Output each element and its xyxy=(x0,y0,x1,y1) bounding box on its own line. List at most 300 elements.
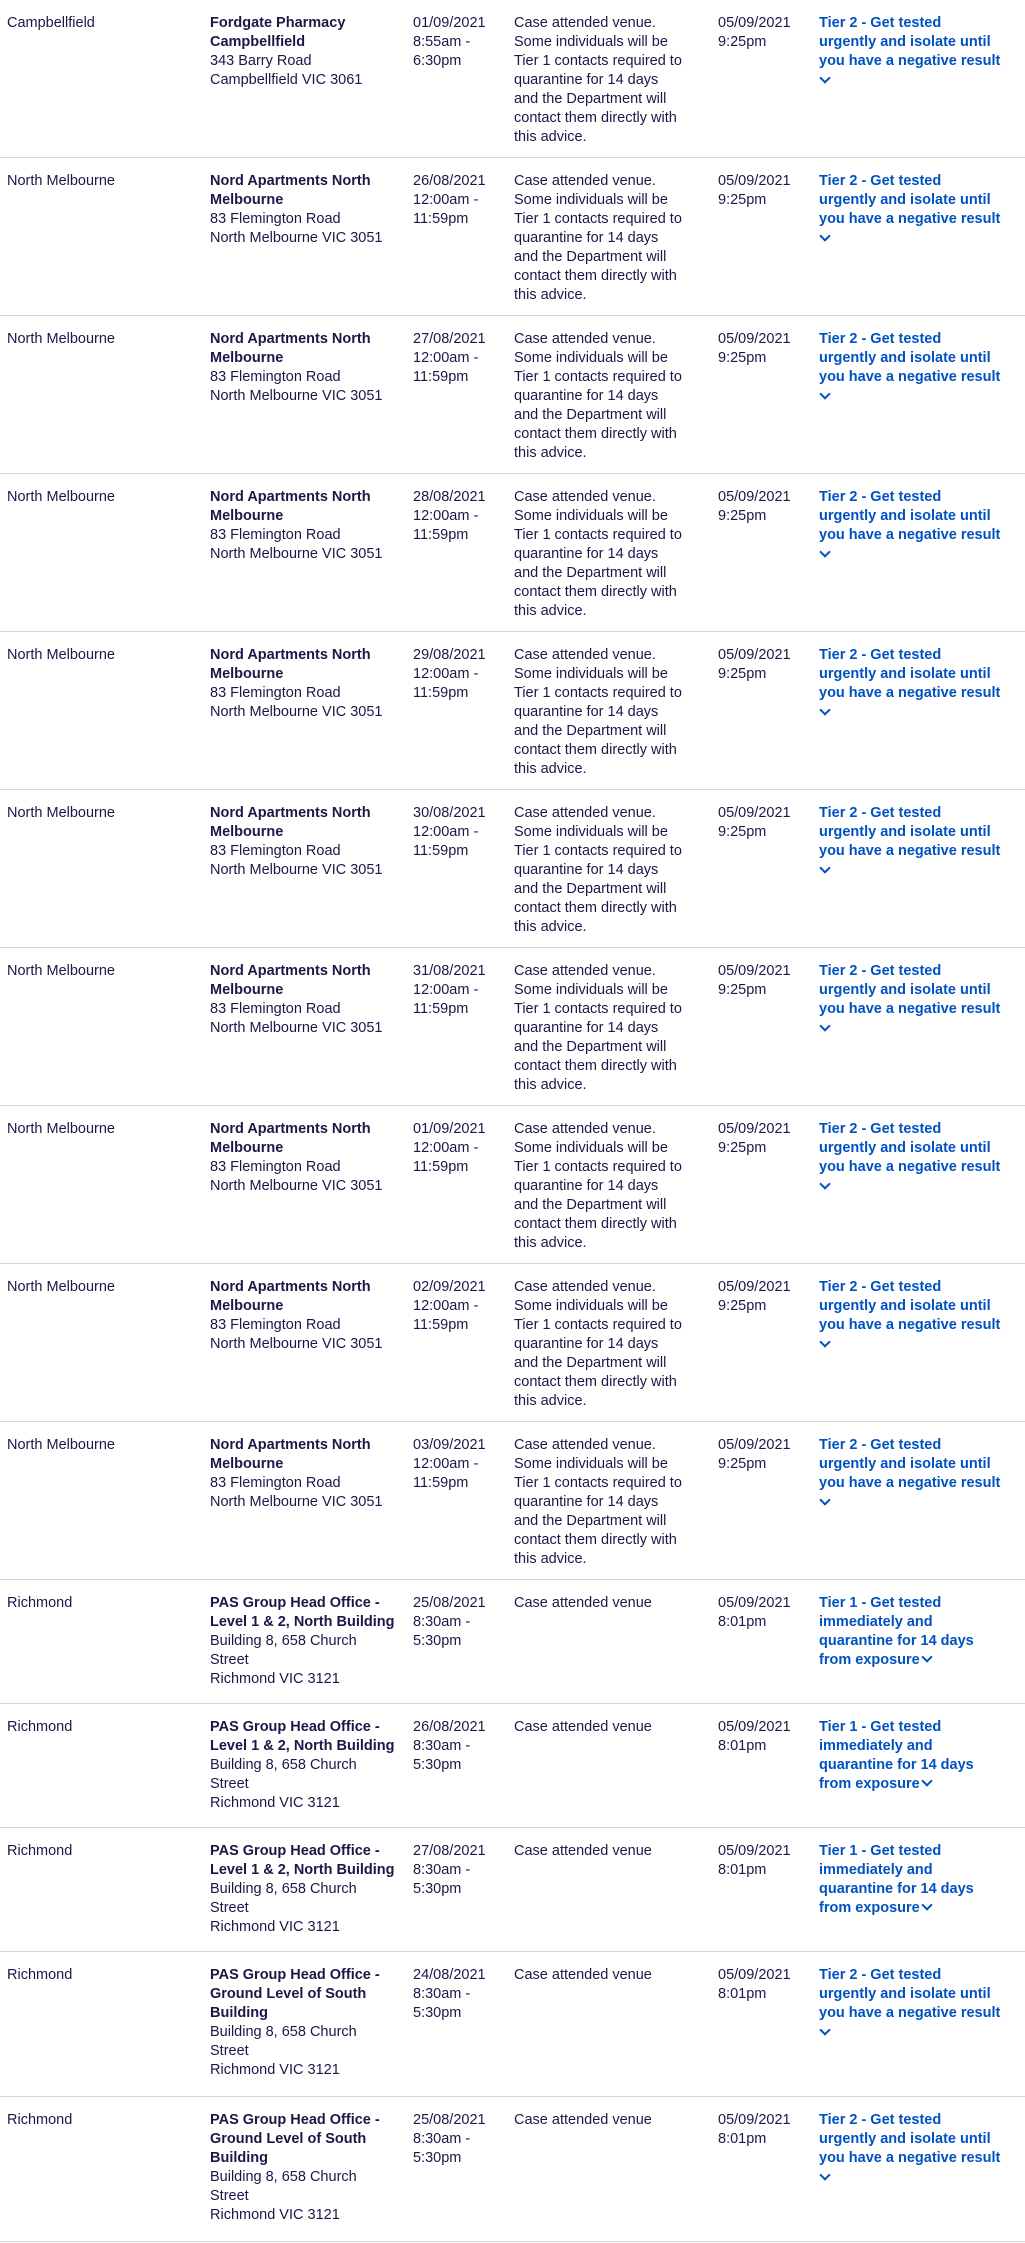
date-added-line: 8:01pm xyxy=(718,1738,767,1754)
site-name: Melbourne xyxy=(210,192,284,208)
exposure-date-line: 11:59pm xyxy=(413,1475,469,1491)
chevron-down-icon[interactable] xyxy=(921,1775,932,1786)
date-added-cell xyxy=(718,1436,808,1474)
site-address-line: Building 8, 658 Church xyxy=(210,2169,357,2185)
health-advice-line: Tier 2 - Get tested xyxy=(819,489,942,505)
date-added-cell xyxy=(718,172,808,210)
site-name: PAS Group Head Office - xyxy=(210,1595,380,1611)
health-advice-line: quarantine for 14 days xyxy=(819,1757,974,1773)
notes-line: quarantine for 14 days xyxy=(514,1020,659,1036)
health-advice-toggle[interactable] xyxy=(819,14,1019,82)
exposure-date-line: 12:00am - xyxy=(413,1140,479,1156)
health-advice-line: Tier 1 - Get tested xyxy=(819,1843,942,1859)
exposure-date-cell xyxy=(413,1842,508,1899)
exposure-date-line: 5:30pm xyxy=(413,2150,462,2166)
exposure-date-line: 11:59pm xyxy=(413,1159,469,1175)
site-name: Melbourne xyxy=(210,1298,284,1314)
exposure-date-line: 5:30pm xyxy=(413,1881,462,1897)
notes-line: this advice. xyxy=(514,445,587,461)
site-name: Fordgate Pharmacy xyxy=(210,15,346,31)
exposure-date-line: 11:59pm xyxy=(413,1001,469,1017)
notes-line: quarantine for 14 days xyxy=(514,1178,659,1194)
exposure-date-cell xyxy=(413,1278,508,1335)
suburb-cell xyxy=(7,2111,197,2130)
exposure-date-line: 11:59pm xyxy=(413,685,469,701)
health-advice-line: urgently and isolate until xyxy=(819,1986,991,2002)
health-advice-line: Tier 1 - Get tested xyxy=(819,1719,942,1735)
notes-line: Some individuals will be xyxy=(514,508,668,524)
date-added-line: 9:25pm xyxy=(718,34,767,50)
site-cell xyxy=(210,962,400,1038)
site-name: Nord Apartments North xyxy=(210,173,371,189)
suburb-cell xyxy=(7,488,197,507)
suburb-cell xyxy=(7,1436,197,1455)
chevron-down-icon[interactable] xyxy=(921,1651,932,1662)
health-advice-cell xyxy=(819,1842,1019,1918)
site-name: Campbellfield xyxy=(210,34,306,50)
exposure-date-line: 26/08/2021 xyxy=(413,1719,486,1735)
site-address-line: North Melbourne VIC 3051 xyxy=(210,546,383,562)
date-added-line: 8:01pm xyxy=(718,1986,767,2002)
health-advice-cell xyxy=(819,1594,1019,1670)
health-advice-line: Tier 2 - Get tested xyxy=(819,1279,942,1295)
site-address-line: Street xyxy=(210,1900,249,1916)
exposure-date-cell xyxy=(413,1120,508,1177)
site-address-line: North Melbourne VIC 3051 xyxy=(210,230,383,246)
suburb-cell xyxy=(7,1594,197,1613)
notes-cell xyxy=(514,1594,709,1613)
health-advice-line: urgently and isolate until xyxy=(819,982,991,998)
exposure-date-cell xyxy=(413,1966,508,2023)
health-advice-cell xyxy=(819,1718,1019,1794)
health-advice-toggle[interactable] xyxy=(819,1120,1019,1188)
health-advice-toggle[interactable] xyxy=(819,1436,1019,1504)
site-address-line: 83 Flemington Road xyxy=(210,1159,341,1175)
notes-line: quarantine for 14 days xyxy=(514,1336,659,1352)
chevron-down-icon[interactable] xyxy=(819,2169,830,2180)
notes-line: contact them directly with xyxy=(514,110,677,126)
suburb-text: North Melbourne xyxy=(7,489,115,505)
health-advice-line: Tier 2 - Get tested xyxy=(819,805,942,821)
notes-cell xyxy=(514,14,709,147)
date-added-line: 05/09/2021 xyxy=(718,2112,791,2128)
exposure-date-line: 25/08/2021 xyxy=(413,1595,486,1611)
notes-line: Tier 1 contacts required to xyxy=(514,1317,682,1333)
date-added-cell xyxy=(718,1966,808,2004)
health-advice-cell xyxy=(819,804,1019,872)
notes-line: this advice. xyxy=(514,919,587,935)
site-name: Nord Apartments North xyxy=(210,963,371,979)
health-advice-line: urgently and isolate until xyxy=(819,2131,991,2147)
site-address-line: 83 Flemington Road xyxy=(210,1001,341,1017)
notes-line: Case attended venue. xyxy=(514,963,656,979)
suburb-cell xyxy=(7,1120,197,1139)
date-added-line: 05/09/2021 xyxy=(718,173,791,189)
health-advice-line: from exposure xyxy=(819,1776,920,1792)
notes-line: Case attended venue. xyxy=(514,331,656,347)
exposure-date-line: 02/09/2021 xyxy=(413,1279,486,1295)
chevron-down-icon[interactable] xyxy=(819,1494,830,1505)
exposure-date-line: 25/08/2021 xyxy=(413,2112,486,2128)
exposure-date-cell xyxy=(413,962,508,1019)
health-advice-line: urgently and isolate until xyxy=(819,1298,991,1314)
notes-line: Case attended venue. xyxy=(514,1437,656,1453)
table-row xyxy=(0,1580,1025,1704)
chevron-down-icon[interactable] xyxy=(921,1899,932,1910)
exposure-date-line: 27/08/2021 xyxy=(413,331,486,347)
notes-line: and the Department will xyxy=(514,407,667,423)
exposure-date-line: 03/09/2021 xyxy=(413,1437,486,1453)
notes-line: quarantine for 14 days xyxy=(514,72,659,88)
date-added-cell xyxy=(718,646,808,684)
notes-line: this advice. xyxy=(514,761,587,777)
health-advice-line: urgently and isolate until xyxy=(819,350,991,366)
date-added-line: 05/09/2021 xyxy=(718,1437,791,1453)
health-advice-line: quarantine for 14 days xyxy=(819,1881,974,1897)
exposure-date-line: 5:30pm xyxy=(413,2005,462,2021)
exposure-date-line: 8:30am - xyxy=(413,1738,471,1754)
notes-line: Some individuals will be xyxy=(514,824,668,840)
notes-line: this advice. xyxy=(514,129,587,145)
notes-cell xyxy=(514,804,709,937)
site-address-line: 83 Flemington Road xyxy=(210,1317,341,1333)
date-added-line: 05/09/2021 xyxy=(718,1595,791,1611)
suburb-text: Richmond xyxy=(7,1719,73,1735)
exposure-date-line: 12:00am - xyxy=(413,192,479,208)
suburb-cell xyxy=(7,330,197,349)
site-cell xyxy=(210,330,400,406)
health-advice-cell xyxy=(819,330,1019,398)
notes-line: Tier 1 contacts required to xyxy=(514,1159,682,1175)
site-address-line: Richmond VIC 3121 xyxy=(210,1795,340,1811)
chevron-down-icon[interactable] xyxy=(819,388,830,399)
notes-line: quarantine for 14 days xyxy=(514,862,659,878)
health-advice-cell xyxy=(819,1436,1019,1504)
health-advice-line: you have a negative result xyxy=(819,369,1001,385)
exposure-date-line: 31/08/2021 xyxy=(413,963,486,979)
health-advice-line: urgently and isolate until xyxy=(819,1456,991,1472)
site-address-line: North Melbourne VIC 3051 xyxy=(210,862,383,878)
health-advice-line: urgently and isolate until xyxy=(819,508,991,524)
notes-line: and the Department will xyxy=(514,565,667,581)
site-address-line: North Melbourne VIC 3051 xyxy=(210,1494,383,1510)
chevron-down-icon[interactable] xyxy=(819,72,830,83)
site-address-line: Richmond VIC 3121 xyxy=(210,2207,340,2223)
notes-line: Tier 1 contacts required to xyxy=(514,843,682,859)
notes-line: Case attended venue. xyxy=(514,1121,656,1137)
health-advice-toggle[interactable] xyxy=(819,1594,1019,1670)
date-added-line: 05/09/2021 xyxy=(718,489,791,505)
table-row xyxy=(0,1952,1025,2097)
health-advice-line: Tier 2 - Get tested xyxy=(819,1967,942,1983)
site-name: Melbourne xyxy=(210,824,284,840)
site-address-line: Street xyxy=(210,2043,249,2059)
site-address-line: Building 8, 658 Church xyxy=(210,1881,357,1897)
exposure-date-line: 11:59pm xyxy=(413,211,469,227)
health-advice-cell xyxy=(819,14,1019,82)
exposure-date-cell xyxy=(413,2111,508,2168)
health-advice-toggle[interactable] xyxy=(819,330,1019,398)
suburb-text: North Melbourne xyxy=(7,963,115,979)
date-added-line: 9:25pm xyxy=(718,508,767,524)
health-advice-cell xyxy=(819,1966,1019,2034)
date-added-line: 05/09/2021 xyxy=(718,1719,791,1735)
notes-line: contact them directly with xyxy=(514,584,677,600)
health-advice-line: you have a negative result xyxy=(819,685,1001,701)
suburb-cell xyxy=(7,14,197,33)
date-added-line: 9:25pm xyxy=(718,982,767,998)
health-advice-toggle[interactable] xyxy=(819,1966,1019,2034)
health-advice-line: you have a negative result xyxy=(819,843,1001,859)
health-advice-line: urgently and isolate until xyxy=(819,1140,991,1156)
suburb-text: Richmond xyxy=(7,1595,73,1611)
notes-line: Case attended venue. xyxy=(514,805,656,821)
notes-line: Some individuals will be xyxy=(514,1140,668,1156)
table-row xyxy=(0,1704,1025,1828)
notes-line: Tier 1 contacts required to xyxy=(514,1001,682,1017)
exposure-date-cell xyxy=(413,14,508,71)
notes-line: this advice. xyxy=(514,603,587,619)
exposure-date-line: 12:00am - xyxy=(413,508,479,524)
suburb-text: North Melbourne xyxy=(7,647,115,663)
table-row xyxy=(0,948,1025,1106)
site-name: Nord Apartments North xyxy=(210,1279,371,1295)
site-name: PAS Group Head Office - xyxy=(210,1719,380,1735)
exposure-date-line: 27/08/2021 xyxy=(413,1843,486,1859)
notes-line: contact them directly with xyxy=(514,742,677,758)
health-advice-toggle[interactable] xyxy=(819,804,1019,872)
exposure-date-line: 5:30pm xyxy=(413,1633,462,1649)
exposure-date-line: 6:30pm xyxy=(413,53,462,69)
exposure-date-cell xyxy=(413,330,508,387)
exposure-date-line: 8:30am - xyxy=(413,2131,471,2147)
site-address-line: North Melbourne VIC 3051 xyxy=(210,1178,383,1194)
site-address-line: Street xyxy=(210,2188,249,2204)
notes-line: Case attended venue xyxy=(514,1843,652,1859)
notes-line: quarantine for 14 days xyxy=(514,546,659,562)
notes-cell xyxy=(514,2111,709,2130)
notes-line: Case attended venue. xyxy=(514,173,656,189)
site-name: Nord Apartments North xyxy=(210,805,371,821)
health-advice-line: Tier 2 - Get tested xyxy=(819,173,942,189)
suburb-text: North Melbourne xyxy=(7,1121,115,1137)
health-advice-line: you have a negative result xyxy=(819,527,1001,543)
chevron-down-icon[interactable] xyxy=(819,862,830,873)
chevron-down-icon[interactable] xyxy=(819,704,830,715)
suburb-cell xyxy=(7,646,197,665)
health-advice-line: Tier 2 - Get tested xyxy=(819,1437,942,1453)
notes-cell xyxy=(514,1120,709,1253)
exposure-date-line: 5:30pm xyxy=(413,1757,462,1773)
health-advice-toggle[interactable] xyxy=(819,172,1019,240)
site-cell xyxy=(210,1120,400,1196)
table-row xyxy=(0,474,1025,632)
site-name: Nord Apartments North xyxy=(210,489,371,505)
date-added-line: 05/09/2021 xyxy=(718,1967,791,1983)
exposure-date-line: 8:30am - xyxy=(413,1614,471,1630)
suburb-text: Campbellfield xyxy=(7,15,95,31)
date-added-line: 9:25pm xyxy=(718,1456,767,1472)
suburb-text: North Melbourne xyxy=(7,1437,115,1453)
health-advice-line: you have a negative result xyxy=(819,1001,1001,1017)
site-cell xyxy=(210,1436,400,1512)
notes-line: Some individuals will be xyxy=(514,1298,668,1314)
site-name: Nord Apartments North xyxy=(210,331,371,347)
site-name: Melbourne xyxy=(210,982,284,998)
health-advice-toggle[interactable] xyxy=(819,488,1019,556)
suburb-cell xyxy=(7,962,197,981)
table-row xyxy=(0,1828,1025,1952)
suburb-cell xyxy=(7,1842,197,1861)
notes-line: contact them directly with xyxy=(514,900,677,916)
chevron-down-icon[interactable] xyxy=(819,1020,830,1031)
exposure-date-cell xyxy=(413,488,508,545)
site-address-line: Richmond VIC 3121 xyxy=(210,2062,340,2078)
site-cell xyxy=(210,172,400,248)
notes-line: Case attended venue xyxy=(514,1595,652,1611)
site-cell xyxy=(210,14,400,90)
health-advice-line: urgently and isolate until xyxy=(819,192,991,208)
exposure-date-line: 11:59pm xyxy=(413,369,469,385)
exposure-date-line: 8:55am - xyxy=(413,34,471,50)
chevron-down-icon[interactable] xyxy=(819,1336,830,1347)
site-name: Level 1 & 2, North Building xyxy=(210,1738,395,1754)
site-address-line: 83 Flemington Road xyxy=(210,1475,341,1491)
site-cell xyxy=(210,2111,400,2225)
health-advice-line: Tier 2 - Get tested xyxy=(819,963,942,979)
suburb-text: North Melbourne xyxy=(7,805,115,821)
site-name: Melbourne xyxy=(210,1140,284,1156)
chevron-down-icon[interactable] xyxy=(819,230,830,241)
date-added-line: 05/09/2021 xyxy=(718,805,791,821)
notes-line: Case attended venue. xyxy=(514,489,656,505)
site-name: Nord Apartments North xyxy=(210,647,371,663)
notes-cell xyxy=(514,488,709,621)
health-advice-line: Tier 2 - Get tested xyxy=(819,15,942,31)
date-added-line: 05/09/2021 xyxy=(718,331,791,347)
notes-cell xyxy=(514,330,709,463)
notes-line: this advice. xyxy=(514,1077,587,1093)
notes-line: and the Department will xyxy=(514,249,667,265)
notes-cell xyxy=(514,1966,709,1985)
table-row xyxy=(0,316,1025,474)
suburb-text: North Melbourne xyxy=(7,1279,115,1295)
health-advice-toggle[interactable] xyxy=(819,646,1019,714)
site-address-line: 83 Flemington Road xyxy=(210,527,341,543)
notes-line: quarantine for 14 days xyxy=(514,230,659,246)
site-address-line: 83 Flemington Road xyxy=(210,685,341,701)
date-added-cell xyxy=(718,1842,808,1880)
table-row xyxy=(0,2097,1025,2242)
health-advice-toggle[interactable] xyxy=(819,1842,1019,1918)
exposure-date-cell xyxy=(413,1436,508,1493)
site-cell xyxy=(210,1718,400,1813)
site-name: PAS Group Head Office - xyxy=(210,2112,380,2128)
date-added-cell xyxy=(718,1594,808,1632)
site-name: Building xyxy=(210,2005,268,2021)
date-added-cell xyxy=(718,330,808,368)
notes-line: Some individuals will be xyxy=(514,666,668,682)
site-address-line: Building 8, 658 Church xyxy=(210,2024,357,2040)
health-advice-toggle[interactable] xyxy=(819,1718,1019,1794)
health-advice-line: urgently and isolate until xyxy=(819,666,991,682)
notes-line: and the Department will xyxy=(514,1355,667,1371)
chevron-down-icon[interactable] xyxy=(819,546,830,557)
chevron-down-icon[interactable] xyxy=(819,2024,830,2035)
date-added-line: 9:25pm xyxy=(718,1298,767,1314)
site-name: Nord Apartments North xyxy=(210,1121,371,1137)
table-row xyxy=(0,0,1025,158)
health-advice-cell xyxy=(819,1278,1019,1346)
notes-line: Some individuals will be xyxy=(514,982,668,998)
notes-line: quarantine for 14 days xyxy=(514,704,659,720)
date-added-line: 05/09/2021 xyxy=(718,1121,791,1137)
notes-line: Case attended venue xyxy=(514,1967,652,1983)
exposure-date-cell xyxy=(413,1594,508,1651)
notes-cell xyxy=(514,1718,709,1737)
notes-line: quarantine for 14 days xyxy=(514,388,659,404)
site-name: PAS Group Head Office - xyxy=(210,1843,380,1859)
site-name: Melbourne xyxy=(210,350,284,366)
health-advice-toggle[interactable] xyxy=(819,962,1019,1030)
exposure-date-line: 11:59pm xyxy=(413,843,469,859)
suburb-cell xyxy=(7,804,197,823)
notes-line: this advice. xyxy=(514,1551,587,1567)
suburb-text: Richmond xyxy=(7,1967,73,1983)
site-name: Melbourne xyxy=(210,666,284,682)
health-advice-line: urgently and isolate until xyxy=(819,34,991,50)
health-advice-line: Tier 2 - Get tested xyxy=(819,2112,942,2128)
notes-line: Tier 1 contacts required to xyxy=(514,1475,682,1491)
health-advice-line: you have a negative result xyxy=(819,1317,1001,1333)
chevron-down-icon[interactable] xyxy=(819,1178,830,1189)
health-advice-line: you have a negative result xyxy=(819,211,1001,227)
exposure-date-line: 8:30am - xyxy=(413,1862,471,1878)
site-cell xyxy=(210,488,400,564)
notes-cell xyxy=(514,1436,709,1569)
health-advice-toggle[interactable] xyxy=(819,1278,1019,1346)
date-added-line: 05/09/2021 xyxy=(718,15,791,31)
site-name: Level 1 & 2, North Building xyxy=(210,1614,395,1630)
notes-line: Case attended venue xyxy=(514,2112,652,2128)
health-advice-cell xyxy=(819,488,1019,556)
date-added-line: 05/09/2021 xyxy=(718,963,791,979)
exposure-date-line: 12:00am - xyxy=(413,1298,479,1314)
health-advice-toggle[interactable] xyxy=(819,2111,1019,2179)
table-row xyxy=(0,790,1025,948)
table-row xyxy=(0,1264,1025,1422)
site-name: Building xyxy=(210,2150,268,2166)
date-added-cell xyxy=(718,804,808,842)
health-advice-cell xyxy=(819,2111,1019,2179)
site-name: Melbourne xyxy=(210,508,284,524)
exposure-date-line: 24/08/2021 xyxy=(413,1967,486,1983)
notes-line: and the Department will xyxy=(514,1197,667,1213)
notes-line: Some individuals will be xyxy=(514,34,668,50)
notes-line: Tier 1 contacts required to xyxy=(514,369,682,385)
exposure-date-cell xyxy=(413,646,508,703)
notes-line: and the Department will xyxy=(514,91,667,107)
health-advice-line: Tier 2 - Get tested xyxy=(819,647,942,663)
suburb-cell xyxy=(7,1966,197,1985)
exposure-date-line: 12:00am - xyxy=(413,666,479,682)
suburb-cell xyxy=(7,1718,197,1737)
health-advice-cell xyxy=(819,962,1019,1030)
suburb-text: Richmond xyxy=(7,2112,73,2128)
notes-line: contact them directly with xyxy=(514,1532,677,1548)
site-cell xyxy=(210,646,400,722)
date-added-line: 05/09/2021 xyxy=(718,1279,791,1295)
